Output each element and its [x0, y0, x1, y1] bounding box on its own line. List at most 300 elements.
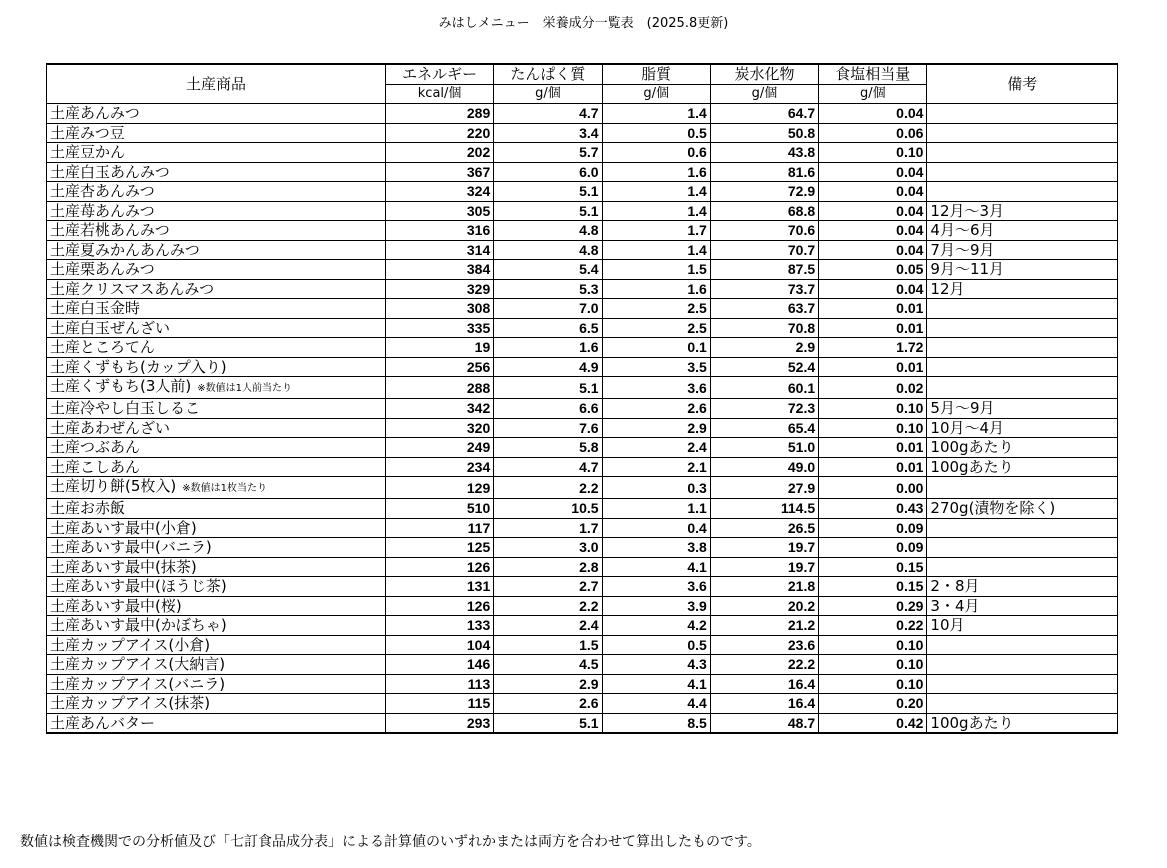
- product-name-cell: [47, 694, 386, 714]
- product-name-cell: [47, 499, 386, 519]
- product-sub-note: ※数値は1枚当たり: [182, 483, 267, 494]
- product-name: 土産冷やし白玉しるこ: [50, 399, 201, 418]
- energy-cell: 234: [385, 457, 493, 477]
- carbs-cell: 114.5: [710, 499, 818, 519]
- protein-cell: 5.1: [494, 713, 602, 733]
- table-row: [47, 318, 1118, 338]
- energy-cell: 289: [385, 104, 493, 124]
- note-cell: 5月～9月: [927, 399, 1118, 419]
- energy-cell: 129: [385, 477, 493, 499]
- note-cell: [927, 299, 1118, 319]
- fat-cell: 1.6: [602, 162, 710, 182]
- unit-energy: kcal/個: [385, 84, 493, 104]
- carbs-cell: 20.2: [710, 596, 818, 616]
- protein-cell: 6.6: [494, 399, 602, 419]
- salt-cell: 0.29: [819, 596, 927, 616]
- table-row: [47, 418, 1118, 438]
- product-name: 土産くずもち(カップ入り): [50, 357, 227, 376]
- salt-cell: 0.01: [819, 457, 927, 477]
- fat-cell: 3.6: [602, 377, 710, 399]
- carbs-cell: 51.0: [710, 438, 818, 458]
- table-row: [47, 655, 1118, 675]
- salt-cell: 0.10: [819, 399, 927, 419]
- footnote: 数値は検査機関での分析値及び「七訂食品成分表」による計算値のいずれかまたは両方を合わせて算出したものです。: [20, 834, 761, 850]
- product-name-cell: [47, 457, 386, 477]
- protein-cell: 5.4: [494, 260, 602, 280]
- energy-cell: 510: [385, 499, 493, 519]
- carbs-cell: 65.4: [710, 418, 818, 438]
- carbs-cell: 72.3: [710, 399, 818, 419]
- carbs-cell: 73.7: [710, 279, 818, 299]
- salt-cell: 0.04: [819, 104, 927, 124]
- carbs-cell: 52.4: [710, 357, 818, 377]
- protein-cell: 5.1: [494, 377, 602, 399]
- protein-cell: 2.2: [494, 596, 602, 616]
- product-name-cell: [47, 655, 386, 675]
- product-name: 土産あいす最中(小倉): [50, 518, 197, 537]
- carbs-cell: 27.9: [710, 477, 818, 499]
- product-name: 土産あいす最中(かぼちゃ): [50, 616, 227, 635]
- fat-cell: 3.8: [602, 538, 710, 558]
- energy-cell: 288: [385, 377, 493, 399]
- table-row: [47, 616, 1118, 636]
- salt-cell: 0.04: [819, 221, 927, 241]
- carbs-cell: 22.2: [710, 655, 818, 675]
- table-row: [47, 182, 1118, 202]
- salt-cell: 0.22: [819, 616, 927, 636]
- product-name-cell: [47, 477, 386, 499]
- header-note: 備考: [927, 64, 1118, 104]
- salt-cell: 0.04: [819, 201, 927, 221]
- product-name-cell: [47, 399, 386, 419]
- note-cell: [927, 477, 1118, 499]
- carbs-cell: 81.6: [710, 162, 818, 182]
- carbs-cell: 48.7: [710, 713, 818, 733]
- note-cell: 100gあたり: [927, 438, 1118, 458]
- header-salt: 食塩相当量: [819, 64, 927, 84]
- table-row: [47, 162, 1118, 182]
- header-energy: エネルギー: [385, 64, 493, 84]
- product-name-cell: [47, 123, 386, 143]
- product-name: 土産お赤飯: [50, 499, 126, 518]
- note-cell: [927, 655, 1118, 675]
- salt-cell: 0.10: [819, 635, 927, 655]
- note-cell: 100gあたり: [927, 457, 1118, 477]
- product-name: 土産くずもち(3人前): [50, 377, 192, 395]
- fat-cell: 1.4: [602, 240, 710, 260]
- product-name: 土産白玉ぜんざい: [50, 318, 171, 337]
- energy-cell: 256: [385, 357, 493, 377]
- product-name-cell: [47, 338, 386, 358]
- carbs-cell: 43.8: [710, 143, 818, 163]
- note-cell: 100gあたり: [927, 713, 1118, 733]
- carbs-cell: 70.6: [710, 221, 818, 241]
- energy-cell: 19: [385, 338, 493, 358]
- nutrition-table-container: [46, 63, 1118, 734]
- table-row: [47, 713, 1118, 733]
- page-title: みはしメニュー 栄養成分一覧表 (2025.8更新): [438, 16, 729, 31]
- note-cell: 9月～11月: [927, 260, 1118, 280]
- product-name: 土産栗あんみつ: [50, 260, 155, 279]
- note-cell: 4月～6月: [927, 221, 1118, 241]
- fat-cell: 1.4: [602, 201, 710, 221]
- table-body: [47, 104, 1118, 734]
- note-cell: [927, 357, 1118, 377]
- product-name: 土産つぶあん: [50, 438, 141, 457]
- unit-fat: g/個: [602, 84, 710, 104]
- note-cell: 7月～9月: [927, 240, 1118, 260]
- fat-cell: 4.1: [602, 557, 710, 577]
- energy-cell: 384: [385, 260, 493, 280]
- energy-cell: 305: [385, 201, 493, 221]
- note-cell: 270g(漬物を除く): [927, 499, 1118, 519]
- note-cell: 10月: [927, 616, 1118, 636]
- fat-cell: 4.2: [602, 616, 710, 636]
- protein-cell: 6.0: [494, 162, 602, 182]
- unit-carbs: g/個: [710, 84, 818, 104]
- carbs-cell: 16.4: [710, 694, 818, 714]
- carbs-cell: 23.6: [710, 635, 818, 655]
- product-name: 土産苺あんみつ: [50, 201, 155, 220]
- energy-cell: 329: [385, 279, 493, 299]
- protein-cell: 2.9: [494, 674, 602, 694]
- product-name-cell: [47, 518, 386, 538]
- product-name-cell: [47, 104, 386, 124]
- product-name-cell: [47, 616, 386, 636]
- table-row: [47, 377, 1118, 399]
- salt-cell: 0.01: [819, 357, 927, 377]
- table-row: [47, 299, 1118, 319]
- protein-cell: 4.8: [494, 221, 602, 241]
- table-row: [47, 338, 1118, 358]
- product-name-cell: [47, 260, 386, 280]
- product-name-cell: [47, 538, 386, 558]
- product-name-cell: [47, 201, 386, 221]
- note-cell: [927, 338, 1118, 358]
- header-carbs: 炭水化物: [710, 64, 818, 84]
- header-row: [47, 64, 1118, 84]
- salt-cell: 0.04: [819, 240, 927, 260]
- carbs-cell: 21.2: [710, 616, 818, 636]
- product-name-cell: [47, 577, 386, 597]
- energy-cell: 125: [385, 538, 493, 558]
- carbs-cell: 72.9: [710, 182, 818, 202]
- protein-cell: 2.2: [494, 477, 602, 499]
- table-row: [47, 123, 1118, 143]
- protein-cell: 4.7: [494, 104, 602, 124]
- product-name-cell: [47, 713, 386, 733]
- table-row: [47, 201, 1118, 221]
- energy-cell: 320: [385, 418, 493, 438]
- product-name: 土産若桃あんみつ: [50, 221, 170, 240]
- product-name: 土産あいす最中(バニラ): [50, 538, 212, 557]
- protein-cell: 2.6: [494, 694, 602, 714]
- product-name: 土産クリスマスあんみつ: [50, 279, 215, 298]
- protein-cell: 4.9: [494, 357, 602, 377]
- table-row: [47, 143, 1118, 163]
- energy-cell: 367: [385, 162, 493, 182]
- salt-cell: 0.10: [819, 655, 927, 675]
- product-name: 土産白玉あんみつ: [50, 162, 170, 181]
- fat-cell: 2.9: [602, 418, 710, 438]
- fat-cell: 0.5: [602, 635, 710, 655]
- protein-cell: 2.4: [494, 616, 602, 636]
- salt-cell: 0.15: [819, 577, 927, 597]
- salt-cell: 0.15: [819, 557, 927, 577]
- protein-cell: 7.6: [494, 418, 602, 438]
- fat-cell: 2.5: [602, 318, 710, 338]
- table-row: [47, 596, 1118, 616]
- table-row: [47, 577, 1118, 597]
- salt-cell: 0.20: [819, 694, 927, 714]
- table-row: [47, 518, 1118, 538]
- table-row: [47, 635, 1118, 655]
- note-cell: 12月～3月: [927, 201, 1118, 221]
- energy-cell: 293: [385, 713, 493, 733]
- protein-cell: 5.7: [494, 143, 602, 163]
- product-name: 土産カップアイス(バニラ): [50, 674, 226, 693]
- table-row: [47, 240, 1118, 260]
- carbs-cell: 87.5: [710, 260, 818, 280]
- product-name: 土産夏みかんあんみつ: [50, 240, 200, 259]
- protein-cell: 4.5: [494, 655, 602, 675]
- fat-cell: 2.6: [602, 399, 710, 419]
- product-name-cell: [47, 596, 386, 616]
- fat-cell: 4.1: [602, 674, 710, 694]
- energy-cell: 115: [385, 694, 493, 714]
- table-row: [47, 279, 1118, 299]
- unit-salt: g/個: [819, 84, 927, 104]
- salt-cell: 0.10: [819, 674, 927, 694]
- protein-cell: 2.8: [494, 557, 602, 577]
- note-cell: [927, 182, 1118, 202]
- energy-cell: 126: [385, 557, 493, 577]
- salt-cell: 0.00: [819, 477, 927, 499]
- table-row: [47, 357, 1118, 377]
- product-name: 土産あんみつ: [50, 104, 140, 123]
- fat-cell: 0.6: [602, 143, 710, 163]
- carbs-cell: 68.8: [710, 201, 818, 221]
- note-cell: [927, 518, 1118, 538]
- carbs-cell: 49.0: [710, 457, 818, 477]
- fat-cell: 1.5: [602, 260, 710, 280]
- carbs-cell: 70.7: [710, 240, 818, 260]
- protein-cell: 6.5: [494, 318, 602, 338]
- table-row: [47, 477, 1118, 499]
- protein-cell: 5.1: [494, 182, 602, 202]
- protein-cell: 4.7: [494, 457, 602, 477]
- fat-cell: 0.1: [602, 338, 710, 358]
- header-product-name: 土産商品: [47, 64, 386, 104]
- note-cell: [927, 674, 1118, 694]
- carbs-cell: 70.8: [710, 318, 818, 338]
- header-protein: たんぱく質: [494, 64, 602, 84]
- product-name-cell: [47, 418, 386, 438]
- product-name-cell: [47, 377, 386, 399]
- product-name: 土産ところてん: [50, 338, 155, 357]
- fat-cell: 1.4: [602, 182, 710, 202]
- product-name: 土産カップアイス(小倉): [50, 635, 211, 654]
- fat-cell: 1.1: [602, 499, 710, 519]
- protein-cell: 7.0: [494, 299, 602, 319]
- energy-cell: 316: [385, 221, 493, 241]
- carbs-cell: 2.9: [710, 338, 818, 358]
- salt-cell: 0.01: [819, 318, 927, 338]
- salt-cell: 0.04: [819, 182, 927, 202]
- energy-cell: 314: [385, 240, 493, 260]
- table-row: [47, 557, 1118, 577]
- energy-cell: 308: [385, 299, 493, 319]
- note-cell: 2・8月: [927, 577, 1118, 597]
- fat-cell: 1.6: [602, 279, 710, 299]
- salt-cell: 0.04: [819, 279, 927, 299]
- product-sub-note: ※数値は1人前当たり: [197, 383, 292, 394]
- fat-cell: 2.5: [602, 299, 710, 319]
- salt-cell: 0.01: [819, 438, 927, 458]
- product-name-cell: [47, 221, 386, 241]
- fat-cell: 4.4: [602, 694, 710, 714]
- product-name-cell: [47, 438, 386, 458]
- salt-cell: 0.42: [819, 713, 927, 733]
- energy-cell: 202: [385, 143, 493, 163]
- fat-cell: 2.1: [602, 457, 710, 477]
- product-name-cell: [47, 318, 386, 338]
- product-name: 土産あいす最中(ほうじ茶): [50, 577, 227, 596]
- protein-cell: 2.7: [494, 577, 602, 597]
- fat-cell: 0.4: [602, 518, 710, 538]
- product-name: 土産切り餅(5枚入): [50, 477, 177, 495]
- product-name: 土産杏あんみつ: [50, 182, 155, 201]
- energy-cell: 131: [385, 577, 493, 597]
- note-cell: 3・4月: [927, 596, 1118, 616]
- note-cell: [927, 538, 1118, 558]
- note-cell: [927, 694, 1118, 714]
- note-cell: [927, 635, 1118, 655]
- product-name-cell: [47, 635, 386, 655]
- note-cell: 10月～4月: [927, 418, 1118, 438]
- product-name-cell: [47, 143, 386, 163]
- energy-cell: 117: [385, 518, 493, 538]
- protein-cell: 1.6: [494, 338, 602, 358]
- header-fat: 脂質: [602, 64, 710, 84]
- note-cell: [927, 123, 1118, 143]
- salt-cell: 0.01: [819, 299, 927, 319]
- table-row: [47, 438, 1118, 458]
- protein-cell: 5.1: [494, 201, 602, 221]
- table-row: [47, 260, 1118, 280]
- carbs-cell: 50.8: [710, 123, 818, 143]
- carbs-cell: 19.7: [710, 538, 818, 558]
- carbs-cell: 64.7: [710, 104, 818, 124]
- product-name-cell: [47, 162, 386, 182]
- note-cell: [927, 377, 1118, 399]
- fat-cell: 8.5: [602, 713, 710, 733]
- salt-cell: 0.43: [819, 499, 927, 519]
- protein-cell: 1.5: [494, 635, 602, 655]
- carbs-cell: 19.7: [710, 557, 818, 577]
- product-name-cell: [47, 674, 386, 694]
- energy-cell: 324: [385, 182, 493, 202]
- fat-cell: 4.3: [602, 655, 710, 675]
- product-name: 土産あいす最中(抹茶): [50, 557, 197, 576]
- protein-cell: 10.5: [494, 499, 602, 519]
- table-row: [47, 104, 1118, 124]
- product-name: 土産白玉金時: [50, 299, 141, 318]
- note-cell: 12月: [927, 279, 1118, 299]
- nutrition-table: [46, 63, 1118, 734]
- fat-cell: 3.9: [602, 596, 710, 616]
- fat-cell: 1.7: [602, 221, 710, 241]
- salt-cell: 0.10: [819, 143, 927, 163]
- product-name-cell: [47, 279, 386, 299]
- energy-cell: 126: [385, 596, 493, 616]
- salt-cell: 0.09: [819, 538, 927, 558]
- energy-cell: 335: [385, 318, 493, 338]
- fat-cell: 0.5: [602, 123, 710, 143]
- protein-cell: 3.4: [494, 123, 602, 143]
- energy-cell: 104: [385, 635, 493, 655]
- carbs-cell: 21.8: [710, 577, 818, 597]
- product-name: 土産あわぜんざい: [50, 418, 171, 437]
- salt-cell: 0.10: [819, 418, 927, 438]
- salt-cell: 0.06: [819, 123, 927, 143]
- fat-cell: 3.5: [602, 357, 710, 377]
- product-name-cell: [47, 182, 386, 202]
- carbs-cell: 26.5: [710, 518, 818, 538]
- product-name-cell: [47, 299, 386, 319]
- table-row: [47, 499, 1118, 519]
- fat-cell: 0.3: [602, 477, 710, 499]
- energy-cell: 146: [385, 655, 493, 675]
- protein-cell: 5.3: [494, 279, 602, 299]
- salt-cell: 0.04: [819, 162, 927, 182]
- energy-cell: 113: [385, 674, 493, 694]
- note-cell: [927, 104, 1118, 124]
- salt-cell: 0.09: [819, 518, 927, 538]
- table-row: [47, 694, 1118, 714]
- table-row: [47, 399, 1118, 419]
- energy-cell: 249: [385, 438, 493, 458]
- product-name-cell: [47, 557, 386, 577]
- note-cell: [927, 162, 1118, 182]
- protein-cell: 5.8: [494, 438, 602, 458]
- product-name: 土産カップアイス(抹茶): [50, 694, 211, 713]
- note-cell: [927, 318, 1118, 338]
- table-row: [47, 457, 1118, 477]
- carbs-cell: 60.1: [710, 377, 818, 399]
- carbs-cell: 63.7: [710, 299, 818, 319]
- protein-cell: 1.7: [494, 518, 602, 538]
- unit-protein: g/個: [494, 84, 602, 104]
- table-row: [47, 538, 1118, 558]
- table-row: [47, 221, 1118, 241]
- protein-cell: 4.8: [494, 240, 602, 260]
- product-name: 土産カップアイス(大納言): [50, 655, 226, 674]
- product-name-cell: [47, 240, 386, 260]
- note-cell: [927, 557, 1118, 577]
- energy-cell: 133: [385, 616, 493, 636]
- fat-cell: 1.4: [602, 104, 710, 124]
- fat-cell: 3.6: [602, 577, 710, 597]
- note-cell: [927, 143, 1118, 163]
- fat-cell: 2.4: [602, 438, 710, 458]
- product-name: 土産あんバター: [50, 713, 156, 732]
- salt-cell: 0.02: [819, 377, 927, 399]
- product-name: 土産みつ豆: [50, 123, 125, 142]
- table-row: [47, 674, 1118, 694]
- salt-cell: 0.05: [819, 260, 927, 280]
- carbs-cell: 16.4: [710, 674, 818, 694]
